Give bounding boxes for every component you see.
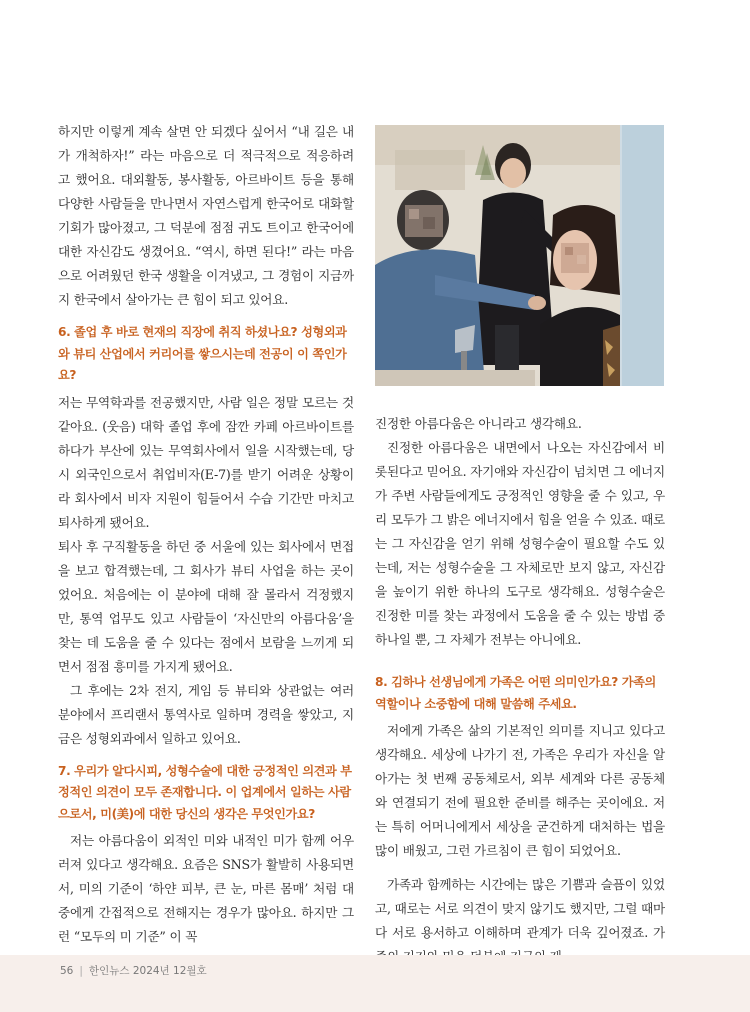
page-number: 56 <box>60 965 74 977</box>
question-6-heading: 6. 졸업 후 바로 현재의 직장에 취직 하셨나요? 성형외과와 뷰티 산업에서 커리어를 쌓으시는데 전공이 이 쪽인가요? <box>58 325 347 382</box>
clinic-consultation-illustration <box>375 125 664 386</box>
right-column <box>375 412 665 969</box>
answer-6-paragraph-2: 퇴사 후 구직활동을 하던 중 서울에 있는 회사에서 면접을 보고 합격했는데, 그 회사가 뷰티 사업을 하는 곳이었어요. 처음에는 이 분야에 대해 잘 몰라서 걱정했지만, 통역 업무도 있고 사람들이 ‘자신만의 아름다움’을 찾는 데 도움을 줄 수 있다는 점에서 보람을 느끼게 되면서 점점 흥미를 가지게 됐어요. <box>58 538 354 674</box>
answer-6-paragraph-1: 저는 무역학과를 전공했지만, 사람 일은 정말 모르는 것 같아요. (웃음) 대학 졸업 후에 잠깐 카페 아르바이트를 하다가 부산에 있는 무역회사에서 일을 시작했는데, 당시 외국인으로서 취업비자(E-7)를 받기 어려운 상황이라 회사에서 비자 지원이 힘들어서 수습 기간만 마치고 퇴사하게 됐어요. <box>58 394 354 530</box>
answer-7-paragraph-1: 저는 아름다움이 외적인 미와 내적인 미가 함께 어우러져 있다고 생각해요. 요즘은 SNS가 활발히 사용되면서, 미의 기준이 ‘하얀 피부, 큰 눈, 마른 몸매’ 처럼 대중에게 간접적으로 전해지는 경우가 많아요. 하지만 그런 “모두의 미 기준” 이 꼭 <box>58 833 354 944</box>
left-column <box>58 120 354 949</box>
answer-8-paragraph-1: 저에게 가족은 삶의 기본적인 의미를 지니고 있다고 생각해요. 세상에 나가기 전, 가족은 우리가 자신을 알아가는 첫 번째 공동체로서, 외부 세계와 다른 공동체와 연결되기 전에 필요한 준비를 해주는 곳이에요. 저는 특히 어머니에게서 세상을 굳건하게 대처하는 법을 많이 배웠고, 그런 가르침이 큰 힘이 되었어요. <box>375 723 665 858</box>
question-8-heading: 8. 김하나 선생님에게 가족은 어떤 의미인가요? 가족의 역할이나 소중함에 대해 말씀해 주세요. <box>375 675 656 711</box>
interview-photo <box>375 125 664 386</box>
question-7-heading: 7. 우리가 알다시피, 성형수술에 대한 긍정적인 의견과 부정적인 의견이 모두 존재합니다. 이 업계에서 일하는 사람으로서, 미(美)에 대한 당신의 생각은 무엇인가요? <box>58 763 352 821</box>
answer-7-continuation: 진정한 아름다움은 아니라고 생각해요. <box>375 416 582 431</box>
page-footer: 56 | 한인뉴스 2024년 12월호 <box>60 965 207 977</box>
answer-6-paragraph-3: 그 후에는 2차 전지, 게임 등 뷰티와 상관없는 여러 분야에서 프리랜서 통역사로 일하며 경력을 쌓았고, 지금은 성형외과에서 일하고 있어요. <box>58 682 354 746</box>
answer-8-paragraph-2: 가족과 함께하는 시간에는 많은 기쁨과 슬픔이 있었고, 때로는 서로 의견이 맞지 않기도 했지만, 그럴 때마다 서로 용서하고 이해하며 관계가 더욱 깊어졌죠. 가 <box>375 877 665 940</box>
answer-7-paragraph-2: 진정한 아름다움은 내면에서 나오는 자신감에서 비롯된다고 믿어요. 자기애와 자신감이 넘치면 그 에너지가 주변 사람들에게도 긍정적인 영향을 줄 수 있고, 우리 모두가 그 밝은 에너지에서 힘을 얻을 수 있죠. 때로는 그 자신감을 얻기 위해 성형수술이 필요할 수도 있는데, 저는 성형수술을 그 자체로만 보지 않고, 자신감을 높이기 위한 하나의 도구로 생각해요. 성형수술은 진정한 미를 찾는 과정에서 도움을 줄 수 있는 방법 중 하나일 뿐, 그 자체가 전부는 아니에요. <box>375 440 665 647</box>
publication-name: 한인뉴스 2024년 12월호 <box>88 965 207 977</box>
paragraph-intro-end: 하지만 이렇게 계속 살면 안 되겠다 싶어서 “내 길은 내가 개척하자!” 라는 마음으로 더 적극적으로 적응하려고 했어요. 대외활동, 봉사활동, 아르바이트 등을 통해 다양한 사람들을 만나면서 자연스럽게 한국어로 대화할 기회가 많아졌고, 그 덕분에 점점 귀도 트이고 한국어에 대한 자신감도 생겼어요. “역시, 하면 된다!” 라는 마음으로 어려웠던 한국 생활을 이겨냈고, 그 경험이 지금까지 한국에서 살아가는 큰 힘이 되고 있어요. <box>58 124 354 307</box>
